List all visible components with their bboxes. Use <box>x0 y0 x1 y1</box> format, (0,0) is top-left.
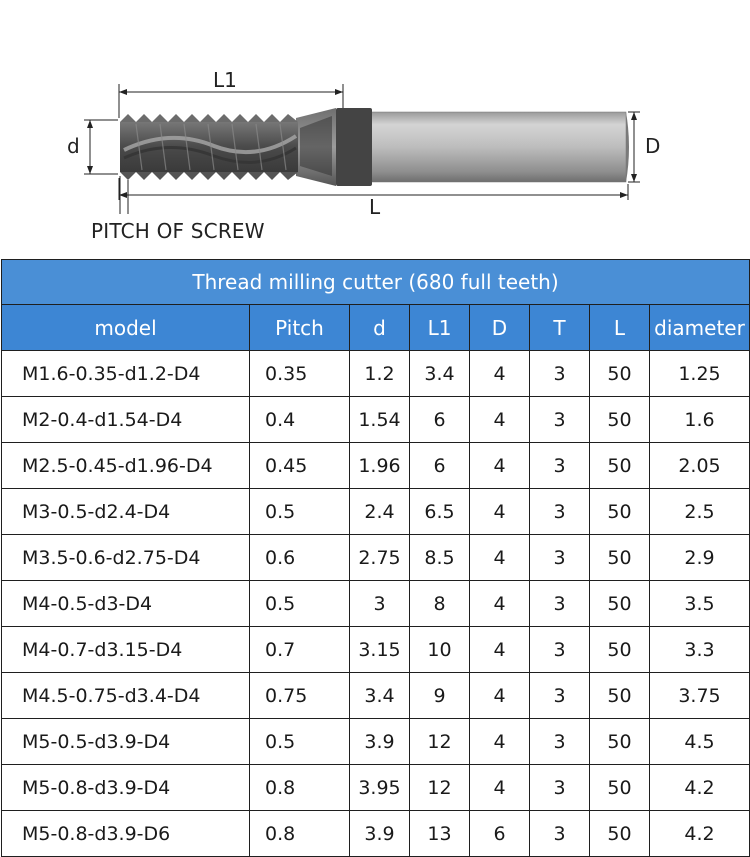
cell-diameter: 2.05 <box>650 443 750 489</box>
cell-diameter: 1.6 <box>650 397 750 443</box>
cell-l1: 6.5 <box>410 489 470 535</box>
table-row <box>2 535 750 581</box>
cell-d: 3.9 <box>350 811 410 857</box>
table-title: Thread milling cutter (680 full teeth) <box>2 260 750 305</box>
table-row <box>2 581 750 627</box>
cell-t: 3 <box>530 581 590 627</box>
cell-t: 3 <box>530 627 590 673</box>
cell-d: 3.15 <box>350 627 410 673</box>
cell-l1: 12 <box>410 765 470 811</box>
label-L: L <box>369 195 381 219</box>
cell-model: M2-0.4-d1.54-D4 <box>2 397 250 443</box>
cell-l1: 13 <box>410 811 470 857</box>
cell-t: 3 <box>530 719 590 765</box>
cell-diameter: 2.9 <box>650 535 750 581</box>
cell-t: 3 <box>530 673 590 719</box>
cell-model: M5-0.8-d3.9-D6 <box>2 811 250 857</box>
cell-model: M4-0.5-d3-D4 <box>2 581 250 627</box>
table-row <box>2 397 750 443</box>
table-row <box>2 673 750 719</box>
cell-pitch: 0.6 <box>250 535 350 581</box>
cell-l1: 6 <box>410 397 470 443</box>
cell-d: 2.4 <box>350 489 410 535</box>
label-l1: L1 <box>213 68 237 92</box>
header-l1: L1 <box>410 305 470 351</box>
cell-l1: 8.5 <box>410 535 470 581</box>
cell-diameter: 4.5 <box>650 719 750 765</box>
cell-pitch: 0.5 <box>250 719 350 765</box>
cell-l1: 8 <box>410 581 470 627</box>
cell-l: 50 <box>590 535 650 581</box>
cell-t: 3 <box>530 765 590 811</box>
cell-l: 50 <box>590 397 650 443</box>
cell-pitch: 0.45 <box>250 443 350 489</box>
cell-pitch: 0.4 <box>250 397 350 443</box>
cell-l: 50 <box>590 627 650 673</box>
cell-l: 50 <box>590 811 650 857</box>
table-row <box>2 443 750 489</box>
cell-t: 3 <box>530 489 590 535</box>
cell-model: M4-0.7-d3.15-D4 <box>2 627 250 673</box>
cell-l: 50 <box>590 581 650 627</box>
table-row <box>2 719 750 765</box>
table-row <box>2 351 750 397</box>
cell-diameter: 3.3 <box>650 627 750 673</box>
cell-pitch: 0.7 <box>250 627 350 673</box>
header-pitch: Pitch <box>250 305 350 351</box>
cell-t: 3 <box>530 397 590 443</box>
cell-d: 3.95 <box>350 765 410 811</box>
cell-diameter: 3.5 <box>650 581 750 627</box>
cell-l: 50 <box>590 719 650 765</box>
cell-D: 4 <box>470 627 530 673</box>
table-row <box>2 765 750 811</box>
cell-l1: 9 <box>410 673 470 719</box>
cell-l1: 10 <box>410 627 470 673</box>
cell-d: 2.75 <box>350 535 410 581</box>
cell-D: 4 <box>470 351 530 397</box>
cell-d: 3.9 <box>350 719 410 765</box>
cell-D: 4 <box>470 673 530 719</box>
cell-t: 3 <box>530 351 590 397</box>
cell-model: M1.6-0.35-d1.2-D4 <box>2 351 250 397</box>
title-row <box>2 260 750 305</box>
cell-d: 3 <box>350 581 410 627</box>
cell-D: 4 <box>470 397 530 443</box>
cell-model: M4.5-0.75-d3.4-D4 <box>2 673 250 719</box>
cell-D: 4 <box>470 765 530 811</box>
cell-l: 50 <box>590 443 650 489</box>
cell-model: M3.5-0.6-d2.75-D4 <box>2 535 250 581</box>
cell-D: 4 <box>470 719 530 765</box>
table-row <box>2 489 750 535</box>
cell-diameter: 3.75 <box>650 673 750 719</box>
cell-D: 4 <box>470 489 530 535</box>
cell-D: 4 <box>470 581 530 627</box>
label-d: d <box>67 134 80 158</box>
cell-D: 4 <box>470 443 530 489</box>
cell-diameter: 4.2 <box>650 811 750 857</box>
cell-pitch: 0.5 <box>250 581 350 627</box>
header-t: T <box>530 305 590 351</box>
cell-model: M5-0.5-d3.9-D4 <box>2 719 250 765</box>
cell-diameter: 4.2 <box>650 765 750 811</box>
table-row <box>2 627 750 673</box>
cell-l: 50 <box>590 489 650 535</box>
header-diameter: diameter <box>650 305 750 351</box>
spec-table <box>1 259 750 857</box>
pitch-of-screw-label: PITCH OF SCREW <box>91 219 265 243</box>
cell-l: 50 <box>590 673 650 719</box>
label-D: D <box>645 134 661 158</box>
cell-diameter: 2.5 <box>650 489 750 535</box>
table-row <box>2 811 750 857</box>
cell-pitch: 0.5 <box>250 489 350 535</box>
header-l: L <box>590 305 650 351</box>
header-d: d <box>350 305 410 351</box>
header-D: D <box>470 305 530 351</box>
cell-pitch: 0.8 <box>250 811 350 857</box>
table-body <box>2 351 750 857</box>
cell-t: 3 <box>530 535 590 581</box>
cell-d: 3.4 <box>350 673 410 719</box>
cell-l1: 6 <box>410 443 470 489</box>
header-model: model <box>2 305 250 351</box>
cell-t: 3 <box>530 811 590 857</box>
cell-t: 3 <box>530 443 590 489</box>
cell-l: 50 <box>590 765 650 811</box>
cell-D: 6 <box>470 811 530 857</box>
cell-pitch: 0.8 <box>250 765 350 811</box>
cell-l1: 3.4 <box>410 351 470 397</box>
cell-diameter: 1.25 <box>650 351 750 397</box>
cell-model: M3-0.5-d2.4-D4 <box>2 489 250 535</box>
cell-d: 1.54 <box>350 397 410 443</box>
header-row <box>2 305 750 351</box>
cell-d: 1.2 <box>350 351 410 397</box>
cell-pitch: 0.75 <box>250 673 350 719</box>
cell-model: M2.5-0.45-d1.96-D4 <box>2 443 250 489</box>
cell-model: M5-0.8-d3.9-D4 <box>2 765 250 811</box>
cell-d: 1.96 <box>350 443 410 489</box>
cell-l: 50 <box>590 351 650 397</box>
cell-pitch: 0.35 <box>250 351 350 397</box>
cutter-diagram <box>0 0 750 258</box>
cell-D: 4 <box>470 535 530 581</box>
cell-l1: 12 <box>410 719 470 765</box>
